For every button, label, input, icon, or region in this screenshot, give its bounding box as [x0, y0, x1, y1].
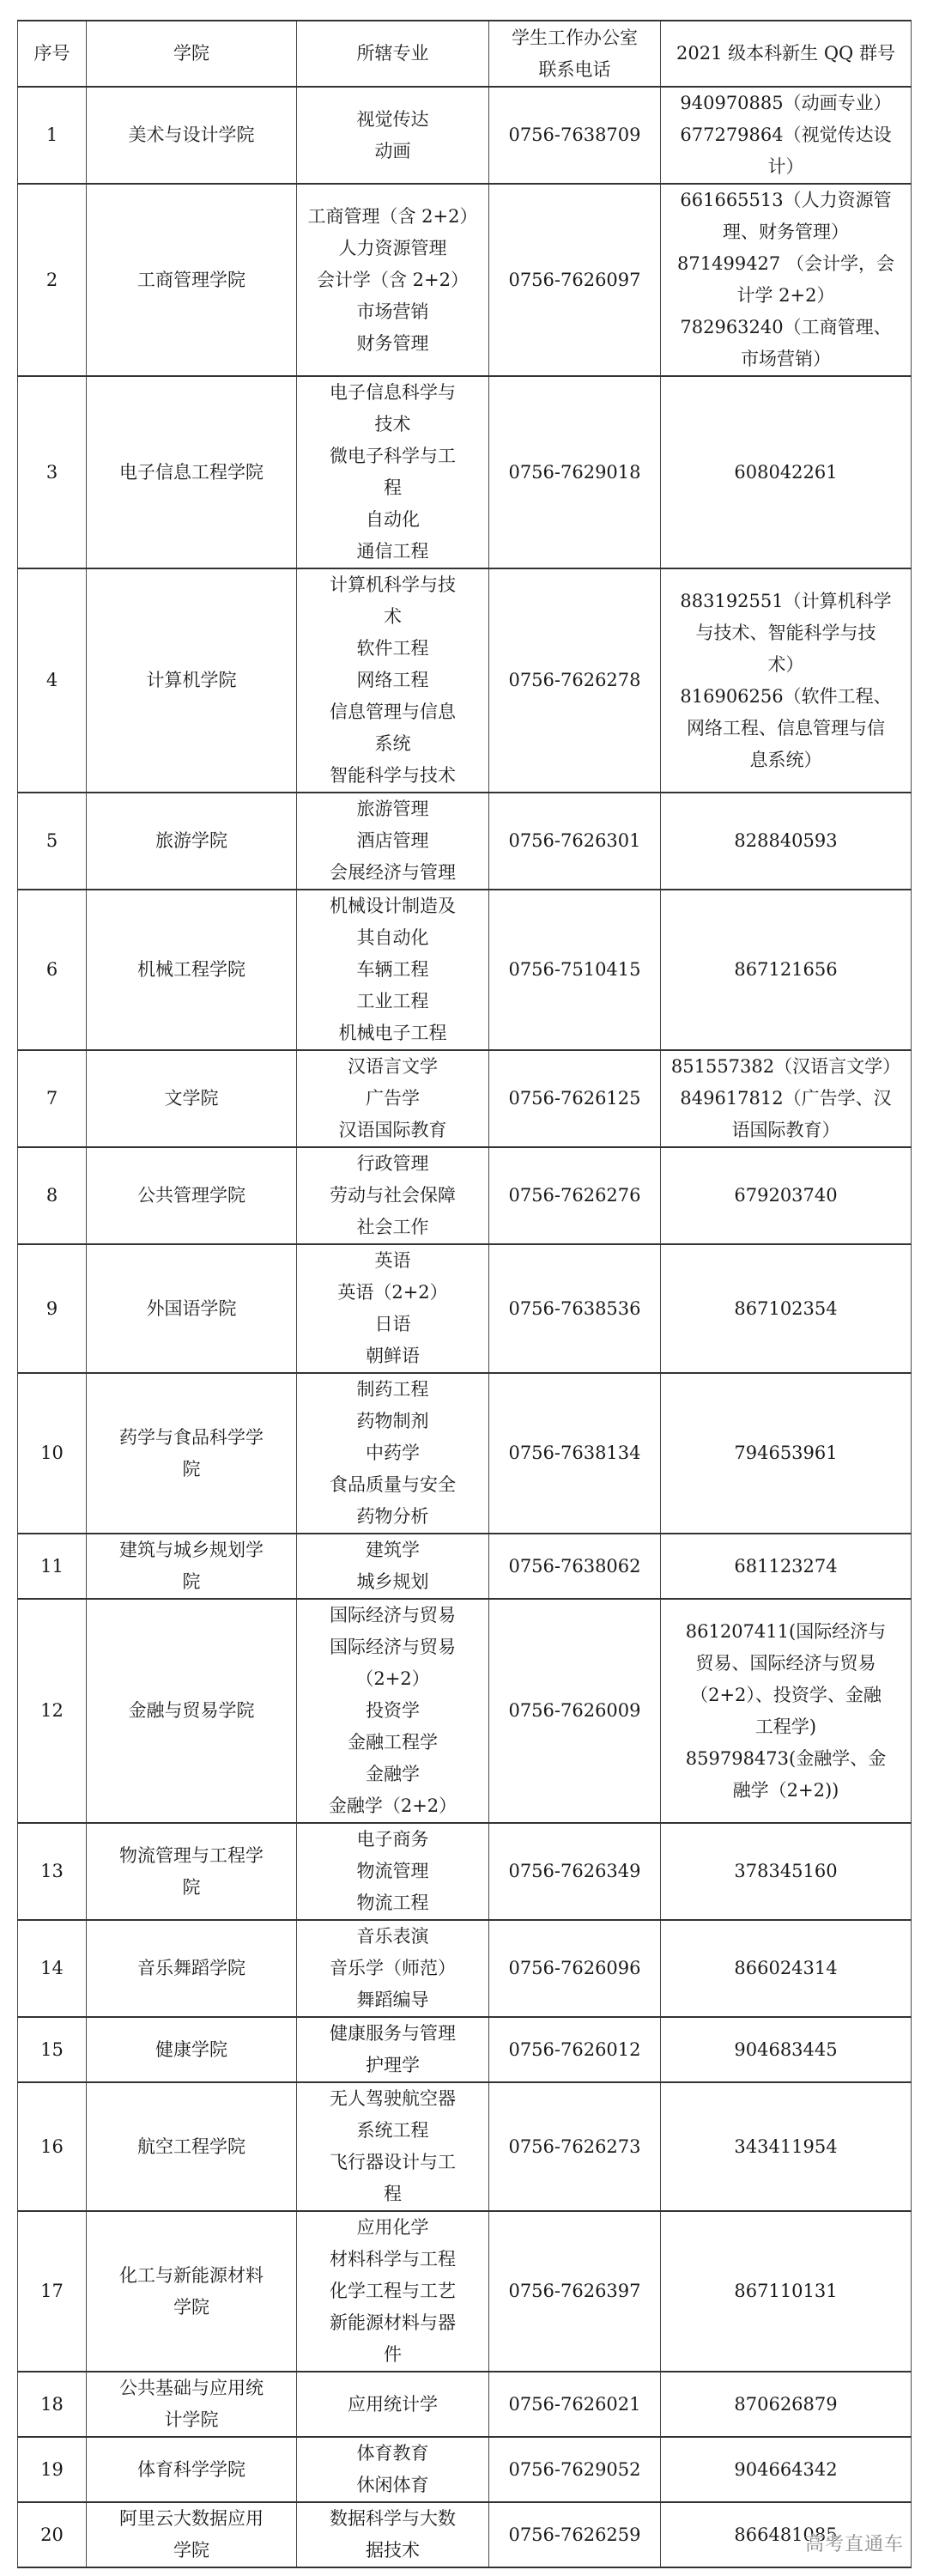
office-phone: 0756-7626259	[489, 2502, 661, 2567]
row-number: 7	[18, 1050, 87, 1147]
majors-list: 汉语言文学 广告学 汉语国际教育	[297, 1050, 489, 1147]
header-college: 学院	[87, 21, 297, 87]
table-row	[18, 890, 912, 1050]
majors-list: 行政管理 劳动与社会保障 社会工作	[297, 1147, 489, 1244]
qq-group: 851557382（汉语言文学） 849617812（广告学、汉 语国际教育）	[661, 1050, 912, 1147]
table-header-row	[18, 21, 912, 87]
office-phone: 0756-7626021	[489, 2372, 661, 2437]
office-phone: 0756-7638062	[489, 1534, 661, 1599]
row-number: 13	[18, 1823, 87, 1920]
qq-group: 940970885（动画专业） 677279864（视觉传达设 计）	[661, 87, 912, 184]
office-phone: 0756-7626301	[489, 793, 661, 890]
majors-list: 工商管理（含 2+2） 人力资源管理 会计学（含 2+2） 市场营销 财务管理	[297, 184, 489, 376]
table-row	[18, 1599, 912, 1823]
row-number: 14	[18, 1920, 87, 2017]
row-number: 5	[18, 793, 87, 890]
header-qq-group: 2021 级本科新生 QQ 群号	[661, 21, 912, 87]
qq-group: 861207411(国际经济与 贸易、国际经济与贸易 （2+2）、投资学、金融 工程学) 859798473(金融学、金 融学（2+2))	[661, 1599, 912, 1823]
office-phone: 0756-7629018	[489, 376, 661, 568]
majors-list: 英语 英语（2+2） 日语 朝鲜语	[297, 1244, 489, 1373]
table-row	[18, 2082, 912, 2211]
row-number: 4	[18, 568, 87, 793]
office-phone: 0756-7626009	[489, 1599, 661, 1823]
row-number: 12	[18, 1599, 87, 1823]
table-row	[18, 1534, 912, 1599]
header-no: 序号	[18, 21, 87, 87]
table-row	[18, 184, 912, 376]
college-name: 音乐舞蹈学院	[87, 1920, 297, 2017]
office-phone: 0756-7510415	[489, 890, 661, 1050]
qq-group: 867121656	[661, 890, 912, 1050]
office-phone: 0756-7638134	[489, 1373, 661, 1534]
table-row	[18, 376, 912, 568]
office-phone: 0756-7638709	[489, 87, 661, 184]
majors-list: 计算机科学与技 术 软件工程 网络工程 信息管理与信息 系统 智能科学与技术	[297, 568, 489, 793]
qq-group: 661665513（人力资源管 理、财务管理） 871499427 （会计学，会 计学 2+2） 782963240（工商管理、 市场营销）	[661, 184, 912, 376]
college-name: 旅游学院	[87, 793, 297, 890]
row-number: 2	[18, 184, 87, 376]
college-name: 计算机学院	[87, 568, 297, 793]
office-phone: 0756-7626097	[489, 184, 661, 376]
majors-list: 电子商务 物流管理 物流工程	[297, 1823, 489, 1920]
college-name: 电子信息工程学院	[87, 376, 297, 568]
row-number: 19	[18, 2437, 87, 2502]
qq-group: 679203740	[661, 1147, 912, 1244]
college-name: 物流管理与工程学 院	[87, 1823, 297, 1920]
college-name: 体育科学学院	[87, 2437, 297, 2502]
college-name: 药学与食品科学学 院	[87, 1373, 297, 1534]
office-phone: 0756-7626349	[489, 1823, 661, 1920]
office-phone: 0756-7626276	[489, 1147, 661, 1244]
row-number: 10	[18, 1373, 87, 1534]
majors-list: 数据科学与大数 据技术	[297, 2502, 489, 2567]
college-name: 机械工程学院	[87, 890, 297, 1050]
row-number: 18	[18, 2372, 87, 2437]
table-row	[18, 1920, 912, 2017]
majors-list: 建筑学 城乡规划	[297, 1534, 489, 1599]
table-row	[18, 1823, 912, 1920]
office-phone: 0756-7626273	[489, 2082, 661, 2211]
college-contact-table	[17, 20, 912, 2568]
qq-group: 904664342	[661, 2437, 912, 2502]
office-phone: 0756-7626012	[489, 2017, 661, 2082]
office-phone: 0756-7626125	[489, 1050, 661, 1147]
row-number: 3	[18, 376, 87, 568]
majors-list: 体育教育 休闲体育	[297, 2437, 489, 2502]
college-name: 航空工程学院	[87, 2082, 297, 2211]
qq-group: 794653961	[661, 1373, 912, 1534]
majors-list: 机械设计制造及 其自动化 车辆工程 工业工程 机械电子工程	[297, 890, 489, 1050]
qq-group: 378345160	[661, 1823, 912, 1920]
header-majors: 所辖专业	[297, 21, 489, 87]
qq-group: 904683445	[661, 2017, 912, 2082]
qq-group: 883192551（计算机科学 与技术、智能科学与技 术） 816906256（软件工程、 网络工程、信息管理与信 息系统）	[661, 568, 912, 793]
table-row	[18, 2211, 912, 2372]
office-phone: 0756-7638536	[489, 1244, 661, 1373]
table-row	[18, 2017, 912, 2082]
table-row	[18, 1244, 912, 1373]
college-name: 健康学院	[87, 2017, 297, 2082]
header-phone: 学生工作办公室 联系电话	[489, 21, 661, 87]
qq-group: 870626879	[661, 2372, 912, 2437]
college-name: 工商管理学院	[87, 184, 297, 376]
office-phone: 0756-7626397	[489, 2211, 661, 2372]
watermark: 高考直通车	[805, 2534, 905, 2555]
table-row	[18, 568, 912, 793]
table-row	[18, 2502, 912, 2567]
row-number: 16	[18, 2082, 87, 2211]
row-number: 1	[18, 87, 87, 184]
majors-list: 国际经济与贸易 国际经济与贸易 （2+2） 投资学 金融工程学 金融学 金融学（2+2）	[297, 1599, 489, 1823]
college-name: 外国语学院	[87, 1244, 297, 1373]
qq-group: 828840593	[661, 793, 912, 890]
row-number: 20	[18, 2502, 87, 2567]
row-number: 15	[18, 2017, 87, 2082]
qq-group: 866024314	[661, 1920, 912, 2017]
qq-group: 867102354	[661, 1244, 912, 1373]
qq-group: 608042261	[661, 376, 912, 568]
majors-list: 音乐表演 音乐学（师范） 舞蹈编导	[297, 1920, 489, 2017]
majors-list: 无人驾驶航空器 系统工程 飞行器设计与工 程	[297, 2082, 489, 2211]
table-row	[18, 2372, 912, 2437]
college-name: 金融与贸易学院	[87, 1599, 297, 1823]
majors-list: 电子信息科学与 技术 微电子科学与工 程 自动化 通信工程	[297, 376, 489, 568]
majors-list: 旅游管理 酒店管理 会展经济与管理	[297, 793, 489, 890]
majors-list: 制药工程 药物制剂 中药学 食品质量与安全 药物分析	[297, 1373, 489, 1534]
college-name: 公共管理学院	[87, 1147, 297, 1244]
row-number: 17	[18, 2211, 87, 2372]
table-row	[18, 87, 912, 184]
office-phone: 0756-7626096	[489, 1920, 661, 2017]
majors-list: 视觉传达 动画	[297, 87, 489, 184]
qq-group: 867110131	[661, 2211, 912, 2372]
majors-list: 健康服务与管理 护理学	[297, 2017, 489, 2082]
college-name: 建筑与城乡规划学 院	[87, 1534, 297, 1599]
college-name: 文学院	[87, 1050, 297, 1147]
table-body	[18, 87, 912, 2567]
majors-list: 应用化学 材料科学与工程 化学工程与工艺 新能源材料与器 件	[297, 2211, 489, 2372]
qq-group: 681123274	[661, 1534, 912, 1599]
college-name: 阿里云大数据应用 学院	[87, 2502, 297, 2567]
row-number: 11	[18, 1534, 87, 1599]
table-row	[18, 2437, 912, 2502]
table-row	[18, 1050, 912, 1147]
qq-group: 343411954	[661, 2082, 912, 2211]
table-row	[18, 793, 912, 890]
row-number: 8	[18, 1147, 87, 1244]
row-number: 6	[18, 890, 87, 1050]
office-phone: 0756-7629052	[489, 2437, 661, 2502]
college-name: 美术与设计学院	[87, 87, 297, 184]
majors-list: 应用统计学	[297, 2372, 489, 2437]
table-row	[18, 1147, 912, 1244]
qq-group: 866481085	[661, 2502, 912, 2567]
table-row	[18, 1373, 912, 1534]
college-name: 化工与新能源材料 学院	[87, 2211, 297, 2372]
office-phone: 0756-7626278	[489, 568, 661, 793]
row-number: 9	[18, 1244, 87, 1373]
college-name: 公共基础与应用统 计学院	[87, 2372, 297, 2437]
